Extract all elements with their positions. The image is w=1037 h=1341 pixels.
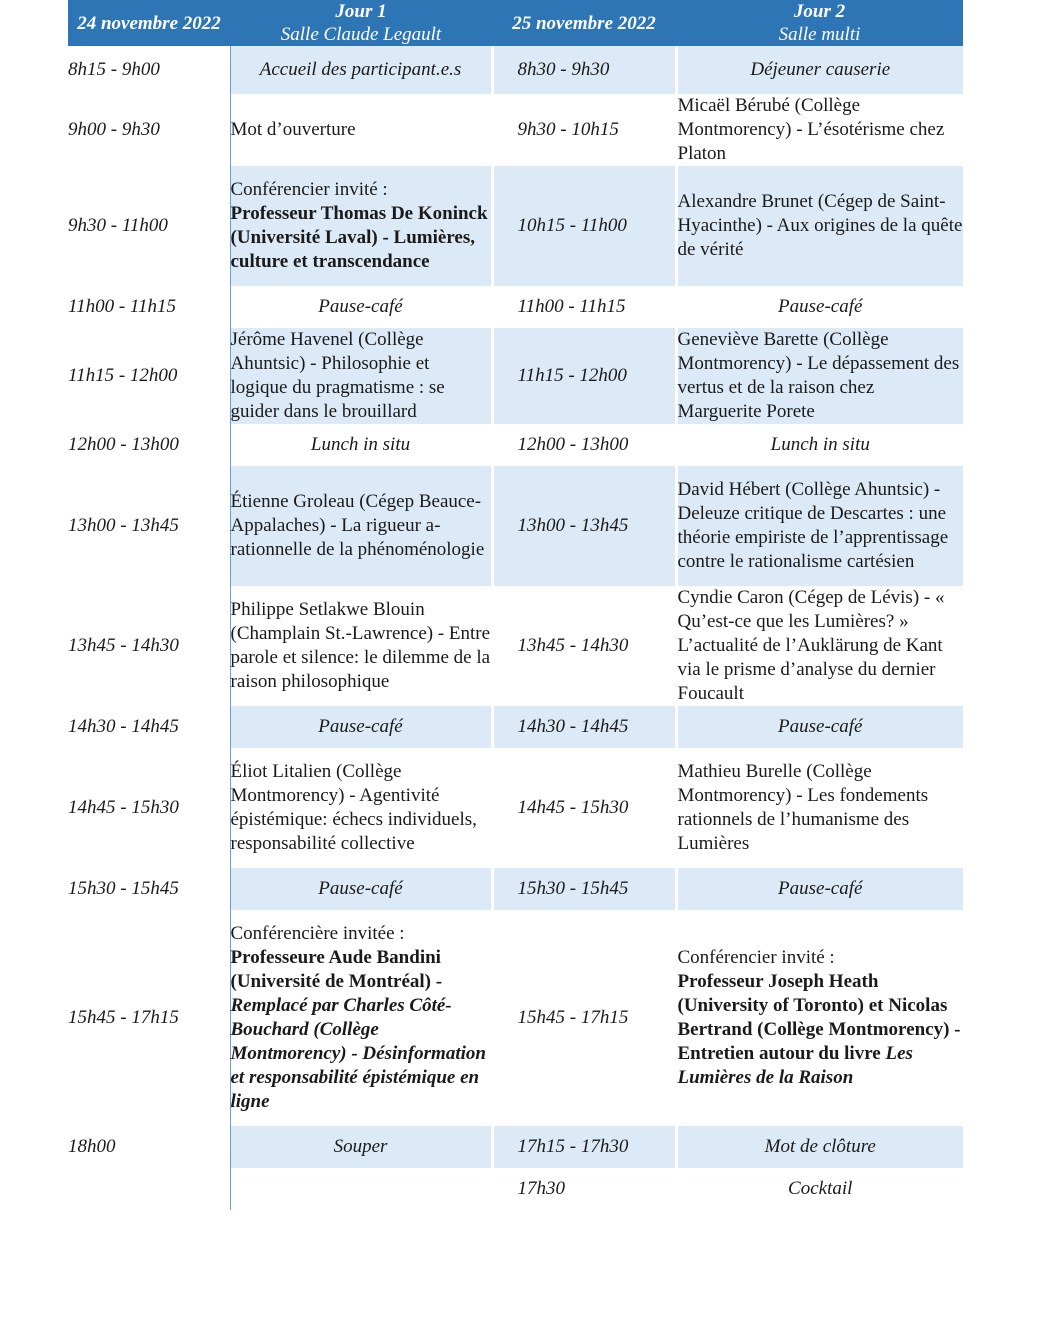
- event-day1: [230, 166, 492, 286]
- time-day1: 15h45 - 17h15: [68, 910, 230, 1126]
- guest-label: Conférencière invitée :: [230, 923, 405, 944]
- table-row: [68, 166, 963, 286]
- day1-date: 24 novembre 2022: [68, 0, 230, 46]
- time-day2: 12h00 - 13h00: [492, 424, 676, 466]
- table-row: [68, 1126, 963, 1168]
- time-day2: 14h30 - 14h45: [492, 706, 676, 748]
- day1-room: Salle Claude Legault: [280, 24, 442, 45]
- event-day2: Mot de clôture: [676, 1126, 963, 1168]
- event-day1: Étienne Groleau (Cégep Beauce-Appalaches) - La rigueur a-rationnelle de la phénoménologie: [230, 466, 492, 586]
- book-title: Les Lumières de la Raison: [677, 1043, 913, 1088]
- event-day2: Pause-café: [676, 706, 963, 748]
- guest-label: Conférencier invité :: [677, 947, 835, 968]
- event-day2: Lunch in situ: [676, 424, 963, 466]
- time-day2: 13h00 - 13h45: [492, 466, 676, 586]
- event-day2: Mathieu Burelle (Collège Montmorency) - Les fondements rationnels de l’humanisme des Lumières: [676, 748, 963, 868]
- event-day1: Pause-café: [318, 296, 403, 317]
- table-row: [68, 586, 963, 706]
- schedule-table: [68, 0, 963, 1210]
- time-day2: 9h30 - 10h15: [492, 94, 676, 166]
- event-day2: Geneviève Barette (Collège Montmorency) - Le dépassement des vertus et de la raison chez Marguerite Porete: [676, 328, 963, 424]
- time-day1: 12h00 - 13h00: [68, 424, 230, 466]
- table-row: [68, 94, 963, 166]
- event-day2: Pause-café: [676, 868, 963, 910]
- time-day2: 11h15 - 12h00: [492, 328, 676, 424]
- table-row: [68, 466, 963, 586]
- time-day2: 8h30 - 9h30: [492, 46, 676, 94]
- time-day2: 13h45 - 14h30: [492, 586, 676, 706]
- event-day1: Accueil des participant.e.s: [230, 46, 492, 94]
- day2-date: 25 novembre 2022: [492, 0, 676, 46]
- time-day2: 17h15 - 17h30: [492, 1126, 676, 1168]
- event-day2: David Hébert (Collège Ahuntsic) - Deleuze critique de Descartes : une théorie empiriste de l’apprentissage contre le rationalisme cartésien: [676, 466, 963, 586]
- time-day1: 8h15 - 9h00: [68, 46, 230, 94]
- replacement-note: Remplacé par Charles Côté-Bouchard (Collège Montmorency) - Désinformation et responsabilité épistémique en ligne: [230, 995, 486, 1112]
- time-day1: 14h45 - 15h30: [68, 748, 230, 868]
- time-day1: 9h30 - 11h00: [68, 166, 230, 286]
- time-day2: 17h30: [492, 1168, 676, 1210]
- event-day1: [230, 1168, 492, 1210]
- table-row: [68, 46, 963, 94]
- time-day1: 18h00: [68, 1126, 230, 1168]
- time-day1: 15h30 - 15h45: [68, 868, 230, 910]
- time-day1: 9h00 - 9h30: [68, 94, 230, 166]
- table-row: [68, 1168, 963, 1210]
- time-day2: 10h15 - 11h00: [492, 166, 676, 286]
- event-day2: [676, 910, 963, 1126]
- event-day1: Mot d’ouverture: [230, 119, 356, 140]
- event-day1: [230, 910, 492, 1126]
- event-day2: Pause-café: [676, 286, 963, 328]
- event-day1: Souper: [230, 1126, 492, 1168]
- event-day1: Pause-café: [230, 706, 492, 748]
- event-day1: Pause-café: [230, 868, 492, 910]
- header-row: [68, 0, 963, 46]
- event-day2: Alexandre Brunet (Cégep de Saint-Hyacinthe) - Aux origines de la quête de vérité: [676, 166, 963, 286]
- table-row: [68, 328, 963, 424]
- table-row: [68, 910, 963, 1126]
- time-day1: 14h30 - 14h45: [68, 706, 230, 748]
- time-day2: 14h45 - 15h30: [492, 748, 676, 868]
- guest-speaker: Professeur Joseph Heath (University of Toronto) et Nicolas Bertrand (Collège Montmorency) - Entretien autour du livre: [677, 971, 961, 1064]
- time-day2: 15h30 - 15h45: [492, 868, 676, 910]
- day2-title: Jour 2 Salle multi: [676, 0, 963, 46]
- event-day1: Philippe Setlakwe Blouin (Champlain St.-Lawrence) - Entre parole et silence: le dilemme de la raison philosophique: [230, 599, 491, 692]
- time-day1: 13h45 - 14h30: [68, 586, 230, 706]
- time-day2: 11h00 - 11h15: [492, 286, 676, 328]
- event-day2: Déjeuner causerie: [676, 46, 963, 94]
- table-row: [68, 748, 963, 868]
- event-day1: Jérôme Havenel (Collège Ahuntsic) - Philosophie et logique du pragmatisme : se guider dans le brouillard: [230, 328, 492, 424]
- table-row: [68, 706, 963, 748]
- table-row: [68, 286, 963, 328]
- event-day2: Cocktail: [676, 1168, 963, 1210]
- time-day1: 11h15 - 12h00: [68, 328, 230, 424]
- event-day1: Lunch in situ: [310, 434, 411, 455]
- guest-speaker: Professeur Thomas De Koninck (Université Laval) - Lumières, culture et transcendance: [230, 203, 488, 272]
- guest-speaker: Professeure Aude Bandini (Université de Montréal) -: [230, 947, 443, 992]
- time-day1: [68, 1168, 230, 1210]
- day2-room: Salle multi: [778, 24, 861, 45]
- table-row: [68, 424, 963, 466]
- event-day1: Éliot Litalien (Collège Montmorency) - Agentivité épistémique: échecs individuels, responsabilité collective: [230, 761, 477, 854]
- day1-title: Jour 1 Salle Claude Legault: [230, 0, 492, 46]
- time-day2: 15h45 - 17h15: [492, 910, 676, 1126]
- time-day1: 11h00 - 11h15: [68, 286, 230, 328]
- event-day2: Cyndie Caron (Cégep de Lévis) - « Qu’est-ce que les Lumières? » L’actualité de l’Auklärung de Kant via le prisme d’analyse du dernier Foucault: [676, 586, 963, 706]
- event-day2: Micaël Bérubé (Collège Montmorency) - L’ésotérisme chez Platon: [676, 94, 963, 166]
- time-day1: 13h00 - 13h45: [68, 466, 230, 586]
- guest-label: Conférencier invité :: [230, 179, 388, 200]
- table-row: [68, 868, 963, 910]
